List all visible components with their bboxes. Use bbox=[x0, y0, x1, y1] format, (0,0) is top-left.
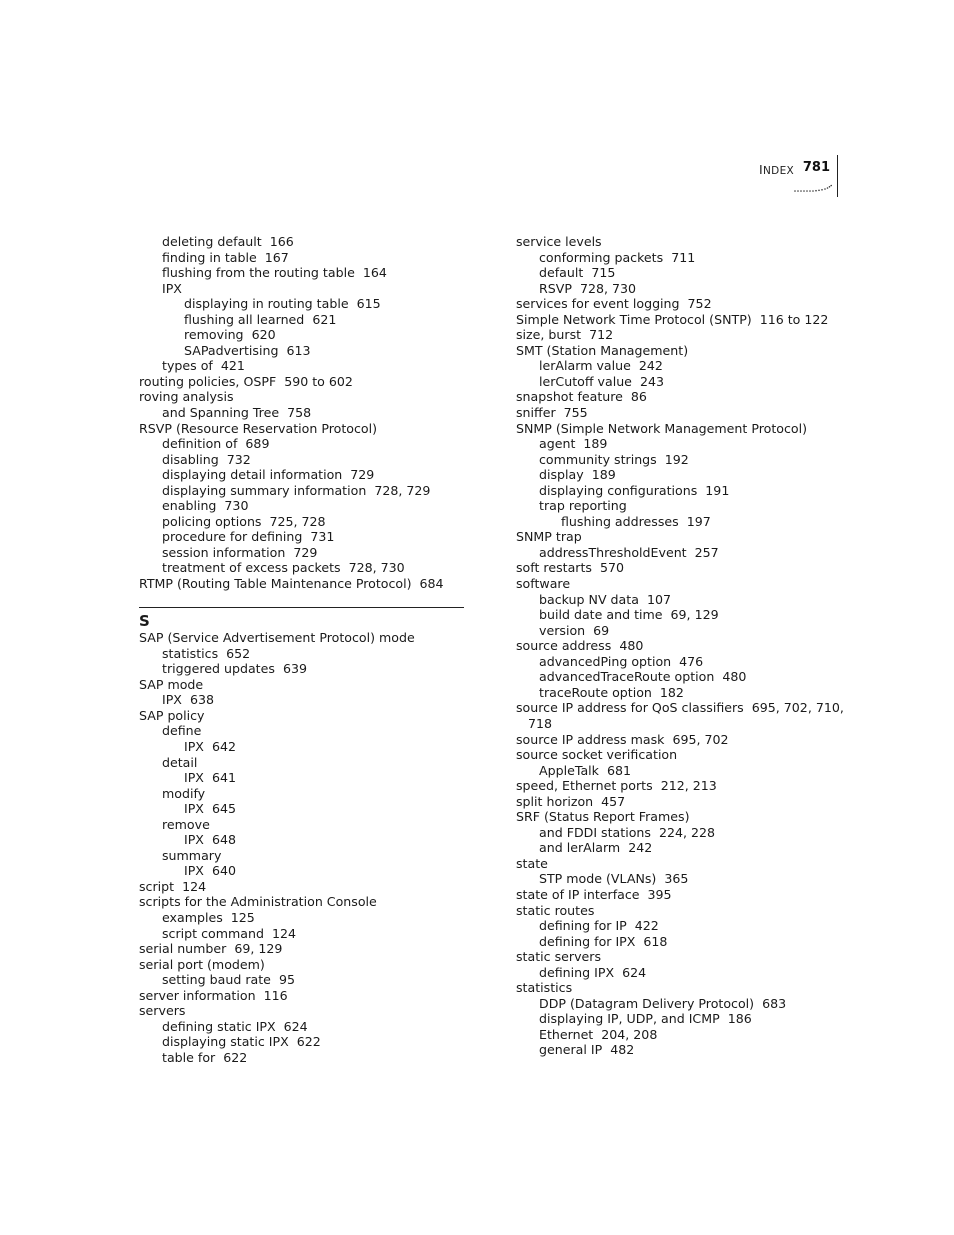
index-entry bbox=[516, 996, 846, 1012]
index-entry bbox=[516, 312, 846, 328]
index-term: static routes bbox=[516, 902, 595, 918]
index-term: treatment of excess packets bbox=[162, 560, 341, 576]
index-entry bbox=[516, 949, 846, 965]
index-page-refs: 648 bbox=[211, 832, 236, 848]
index-entry bbox=[139, 832, 469, 848]
index-entry bbox=[139, 755, 469, 771]
index-term: table for bbox=[162, 1049, 216, 1065]
index-entry bbox=[516, 903, 846, 919]
index-entry bbox=[516, 498, 846, 514]
index-entry bbox=[139, 498, 469, 514]
index-entry bbox=[516, 965, 846, 981]
index-page-refs: 624 bbox=[283, 1018, 308, 1034]
index-page-refs: 683 bbox=[762, 995, 787, 1011]
index-term: policing options bbox=[162, 513, 262, 529]
index-term: general IP bbox=[539, 1042, 603, 1058]
index-term: RSVP (Resource Reservation Protocol) bbox=[139, 420, 378, 436]
index-entry bbox=[139, 926, 469, 942]
index-entry bbox=[139, 661, 469, 677]
index-page-refs: 125 bbox=[230, 909, 255, 925]
section-gap bbox=[139, 592, 469, 608]
index-term: servers bbox=[139, 1003, 186, 1019]
index-term: service levels bbox=[516, 234, 602, 249]
running-head: INDEX bbox=[759, 162, 794, 177]
index-term: roving analysis bbox=[139, 389, 234, 405]
index-term: modify bbox=[162, 785, 206, 801]
index-page-refs: 639 bbox=[282, 661, 307, 677]
index-entry bbox=[516, 281, 846, 297]
index-page-refs: 645 bbox=[211, 801, 236, 817]
index-entry bbox=[139, 529, 469, 545]
page-number: 781 bbox=[802, 160, 830, 175]
index-term: lerCutoff value bbox=[539, 373, 632, 389]
index-entry bbox=[139, 1034, 469, 1050]
index-entry bbox=[139, 646, 469, 662]
index-page-refs: 422 bbox=[634, 918, 659, 934]
index-entry bbox=[139, 576, 469, 592]
index-term: addressThresholdEvent bbox=[539, 544, 687, 560]
index-term: disabling bbox=[162, 451, 219, 467]
index-entry bbox=[516, 1027, 846, 1043]
index-term: examples bbox=[162, 909, 223, 925]
index-page-refs: 695, 702, 710, bbox=[751, 700, 844, 716]
index-page-refs: 86 bbox=[630, 389, 647, 405]
left-entries bbox=[139, 234, 469, 592]
index-entry bbox=[516, 654, 846, 670]
index-term: script command bbox=[162, 925, 264, 941]
index-entry bbox=[516, 358, 846, 374]
index-entry bbox=[516, 700, 846, 716]
index-entry bbox=[516, 560, 846, 576]
index-term: AppleTalk bbox=[539, 762, 599, 778]
index-entry bbox=[516, 483, 846, 499]
index-entry bbox=[516, 809, 846, 825]
index-page-refs: 124 bbox=[182, 878, 207, 894]
index-term: detail bbox=[162, 754, 198, 770]
index-entry bbox=[516, 296, 846, 312]
index-entry bbox=[516, 934, 846, 950]
index-term: and Spanning Tree bbox=[162, 405, 280, 421]
index-entry bbox=[139, 894, 469, 910]
index-entry bbox=[516, 669, 846, 685]
index-entry bbox=[139, 692, 469, 708]
index-entry bbox=[139, 483, 469, 499]
index-entry bbox=[516, 576, 846, 592]
index-term: session information bbox=[162, 544, 286, 560]
index-term: state bbox=[516, 855, 548, 871]
index-entry bbox=[139, 1003, 469, 1019]
index-term: advancedPing option bbox=[539, 653, 672, 669]
index-term: source IP address for QoS classifiers bbox=[516, 700, 744, 716]
index-page-refs: 69 bbox=[593, 622, 610, 638]
index-entry bbox=[139, 817, 469, 833]
index-term: routing policies, OSPF bbox=[139, 373, 277, 389]
index-term: SRF (Status Report Frames) bbox=[516, 809, 690, 825]
index-term: services for event logging bbox=[516, 296, 680, 312]
index-page-refs: 622 bbox=[296, 1034, 321, 1050]
index-term: backup NV data bbox=[539, 591, 639, 607]
index-page-refs: 476 bbox=[679, 653, 704, 669]
index-entry bbox=[516, 980, 846, 996]
index-entry bbox=[516, 825, 846, 841]
index-term: conforming packets bbox=[539, 249, 664, 265]
index-page-refs: 116 to 122 bbox=[759, 311, 829, 327]
index-term: SNMP trap bbox=[516, 529, 582, 545]
index-entry bbox=[516, 887, 846, 903]
index-term: statistics bbox=[162, 645, 219, 661]
index-page-refs: 189 bbox=[583, 436, 608, 452]
index-page-refs: 711 bbox=[671, 249, 696, 265]
index-page-refs: 729 bbox=[350, 467, 375, 483]
index-entry bbox=[516, 250, 846, 266]
index-page-refs: 482 bbox=[610, 1042, 635, 1058]
index-page-refs: 212, 213 bbox=[660, 778, 717, 794]
index-page-refs: 622 bbox=[223, 1049, 248, 1065]
index-entry bbox=[139, 708, 469, 724]
index-page-refs: 457 bbox=[601, 793, 626, 809]
index-page-refs: 69, 129 bbox=[670, 607, 719, 623]
index-term: source IP address mask bbox=[516, 731, 665, 747]
index-page-refs: 590 to 602 bbox=[284, 373, 353, 389]
index-page-refs: 684 bbox=[419, 576, 444, 592]
index-entry bbox=[139, 281, 469, 297]
index-term: SAP mode bbox=[139, 676, 204, 692]
index-page-refs: 242 bbox=[638, 358, 663, 374]
section-s-entries bbox=[139, 630, 469, 1065]
index-term: triggered updates bbox=[162, 661, 275, 677]
index-entry bbox=[139, 630, 469, 646]
index-page-refs: 642 bbox=[211, 738, 236, 754]
index-term: size, burst bbox=[516, 327, 582, 343]
index-entry bbox=[516, 1042, 846, 1058]
index-term: finding in table bbox=[162, 249, 257, 265]
index-entry bbox=[139, 389, 469, 405]
index-entry bbox=[516, 778, 846, 794]
index-term: summary bbox=[162, 847, 222, 863]
index-page-refs: 197 bbox=[686, 513, 711, 529]
index-page-refs: 69, 129 bbox=[234, 941, 283, 957]
index-entry bbox=[139, 560, 469, 576]
index-page-refs: 182 bbox=[659, 684, 684, 700]
index-entry bbox=[139, 514, 469, 530]
index-term: flushing addresses bbox=[561, 513, 679, 529]
index-entry bbox=[516, 623, 846, 639]
index-term: traceRoute option bbox=[539, 684, 652, 700]
index-term: RTMP (Routing Table Maintenance Protocol) bbox=[139, 576, 412, 592]
index-term: software bbox=[516, 576, 571, 592]
index-entry bbox=[139, 957, 469, 973]
index-page-refs: 95 bbox=[278, 972, 295, 988]
index-page-refs: 191 bbox=[705, 482, 730, 498]
index-term: IPX bbox=[184, 738, 204, 754]
index-term: flushing from the routing table bbox=[162, 265, 355, 281]
index-term: soft restarts bbox=[516, 560, 592, 576]
index-entry bbox=[139, 848, 469, 864]
index-page-refs: 395 bbox=[647, 886, 672, 902]
index-term: flushing all learned bbox=[184, 311, 305, 327]
index-term: IPX bbox=[184, 863, 204, 879]
index-page-refs: 730 bbox=[224, 498, 249, 514]
index-page-refs: 755 bbox=[563, 405, 588, 421]
index-entry bbox=[139, 801, 469, 817]
index-entry bbox=[516, 234, 846, 250]
index-entry bbox=[139, 358, 469, 374]
index-page-refs: 640 bbox=[211, 863, 236, 879]
index-page-refs: 712 bbox=[589, 327, 614, 343]
index-entry bbox=[139, 786, 469, 802]
index-entry bbox=[139, 405, 469, 421]
index-term: displaying static IPX bbox=[162, 1034, 289, 1050]
index-page-refs: 728, 730 bbox=[579, 280, 637, 296]
index-term: remove bbox=[162, 816, 210, 832]
index-term: displaying in routing table bbox=[184, 296, 349, 312]
index-page-refs: 621 bbox=[312, 311, 337, 327]
index-term: enabling bbox=[162, 498, 217, 514]
index-term: IPX bbox=[184, 832, 204, 848]
index-term: definition of bbox=[162, 436, 238, 452]
index-column-right bbox=[516, 234, 846, 1058]
index-entry bbox=[139, 723, 469, 739]
index-page-refs: 124 bbox=[271, 925, 297, 941]
index-page-refs: 204, 208 bbox=[601, 1026, 658, 1042]
index-page-refs: 731 bbox=[310, 529, 335, 545]
index-term: procedure for defining bbox=[162, 529, 303, 545]
index-entry bbox=[516, 763, 846, 779]
index-entry bbox=[139, 879, 469, 895]
index-term: speed, Ethernet ports bbox=[516, 778, 653, 794]
index-term: agent bbox=[539, 436, 576, 452]
index-entry bbox=[516, 265, 846, 281]
index-page-refs: 715 bbox=[591, 265, 616, 281]
index-page-refs: 224, 228 bbox=[658, 824, 716, 840]
index-entry bbox=[516, 732, 846, 748]
index-page-refs: 615 bbox=[356, 296, 381, 312]
index-page-refs: 116 bbox=[263, 987, 288, 1003]
index-entry bbox=[516, 716, 846, 732]
index-entry bbox=[516, 327, 846, 343]
index-term: SAPadvertising bbox=[184, 342, 279, 358]
index-term: lerAlarm value bbox=[539, 358, 631, 374]
index-page-refs: 638 bbox=[189, 692, 214, 708]
index-entry bbox=[516, 467, 846, 483]
index-column-left bbox=[139, 234, 469, 1065]
index-page-refs: 752 bbox=[687, 296, 712, 312]
index-entry bbox=[516, 1011, 846, 1027]
section-letter-s: S bbox=[139, 612, 150, 631]
index-entry bbox=[139, 312, 469, 328]
index-entry bbox=[516, 871, 846, 887]
index-page-refs: 728, 730 bbox=[348, 560, 405, 576]
index-page-refs: 164 bbox=[362, 265, 387, 281]
index-entry bbox=[139, 343, 469, 359]
index-entry bbox=[516, 421, 846, 437]
index-term: defining for IPX bbox=[539, 933, 636, 949]
index-term: STP mode (VLANs) bbox=[539, 871, 657, 887]
index-entry bbox=[139, 374, 469, 390]
index-entry bbox=[139, 250, 469, 266]
index-entry bbox=[139, 421, 469, 437]
index-page-refs: 570 bbox=[599, 560, 625, 576]
index-term: IPX bbox=[162, 280, 182, 296]
index-term: Simple Network Time Protocol (SNTP) bbox=[516, 311, 752, 327]
index-term: display bbox=[539, 467, 584, 483]
index-term: SNMP (Simple Network Management Protocol) bbox=[516, 420, 808, 436]
index-entry bbox=[139, 972, 469, 988]
right-entries bbox=[516, 234, 846, 1058]
index-term: server information bbox=[139, 987, 256, 1003]
index-page-refs: 242 bbox=[628, 840, 653, 856]
index-term: source address bbox=[516, 638, 612, 654]
index-term: IPX bbox=[184, 770, 204, 786]
index-entry bbox=[139, 941, 469, 957]
index-entry bbox=[139, 234, 469, 250]
index-page-refs: 365 bbox=[664, 871, 689, 887]
index-term: types of bbox=[162, 358, 213, 374]
index-term: DDP (Datagram Delivery Protocol) bbox=[539, 995, 755, 1011]
index-term: displaying configurations bbox=[539, 482, 698, 498]
index-term: serial port (modem) bbox=[139, 956, 265, 972]
index-page-refs: 728, 729 bbox=[374, 482, 431, 498]
index-page-refs: 695, 702 bbox=[672, 731, 729, 747]
index-page-refs: 641 bbox=[211, 770, 236, 786]
index-term: script bbox=[139, 878, 175, 894]
index-page-refs: 758 bbox=[287, 405, 312, 421]
index-term: advancedTraceRoute option bbox=[539, 669, 715, 685]
index-term: displaying summary information bbox=[162, 482, 367, 498]
index-term: SMT (Station Management) bbox=[516, 342, 689, 358]
index-term: defining IPX bbox=[539, 964, 615, 980]
index-page-refs: 729 bbox=[293, 544, 318, 560]
index-term: defining static IPX bbox=[162, 1018, 276, 1034]
index-term: version bbox=[539, 622, 586, 638]
index-page-refs: 166 bbox=[269, 234, 294, 249]
index-entry bbox=[516, 545, 846, 561]
index-term: Ethernet bbox=[539, 1026, 594, 1042]
index-entry bbox=[516, 685, 846, 701]
index-term: defining for IP bbox=[539, 918, 627, 934]
index-entry bbox=[516, 514, 846, 530]
index-entry bbox=[516, 436, 846, 452]
index-term: SAP (Service Advertisement Protocol) mode bbox=[139, 630, 415, 646]
index-page-refs: 421 bbox=[220, 358, 245, 374]
index-page-refs: 107 bbox=[646, 591, 671, 607]
index-term: scripts for the Administration Console bbox=[139, 894, 377, 910]
index-page-refs: 189 bbox=[591, 467, 616, 483]
index-entry bbox=[516, 918, 846, 934]
index-term: RSVP bbox=[539, 280, 572, 296]
index-entry bbox=[516, 592, 846, 608]
index-entry bbox=[139, 677, 469, 693]
index-term: serial number bbox=[139, 941, 227, 957]
index-entry bbox=[516, 607, 846, 623]
index-entry bbox=[139, 863, 469, 879]
index-page-refs: 652 bbox=[226, 645, 251, 661]
index-term: IPX bbox=[184, 801, 204, 817]
index-page-refs: 624 bbox=[622, 964, 647, 980]
index-term: and lerAlarm bbox=[539, 840, 621, 856]
index-entry bbox=[516, 343, 846, 359]
index-entry bbox=[139, 327, 469, 343]
index-term: sniffer bbox=[516, 405, 556, 421]
index-entry bbox=[139, 452, 469, 468]
index-page-refs: 613 bbox=[286, 342, 311, 358]
index-entry bbox=[516, 405, 846, 421]
header-vertical-rule bbox=[837, 155, 839, 197]
index-page-refs: 167 bbox=[264, 249, 289, 265]
index-entry bbox=[139, 910, 469, 926]
index-page-refs: 257 bbox=[694, 544, 719, 560]
index-page-refs: 689 bbox=[245, 436, 270, 452]
index-term: snapshot feature bbox=[516, 389, 623, 405]
index-page-refs: 186 bbox=[727, 1011, 752, 1027]
index-term: community strings bbox=[539, 451, 657, 467]
index-page-refs: 732 bbox=[226, 451, 251, 467]
index-entry bbox=[516, 452, 846, 468]
index-page-refs: 480 bbox=[619, 638, 644, 654]
index-term: and FDDI stations bbox=[539, 824, 651, 840]
index-entry bbox=[139, 467, 469, 483]
index-term: SAP policy bbox=[139, 707, 205, 723]
index-term: default bbox=[539, 265, 584, 281]
index-term: static servers bbox=[516, 949, 602, 965]
index-page-refs: 681 bbox=[606, 762, 632, 778]
index-entry bbox=[516, 529, 846, 545]
index-entry bbox=[139, 1050, 469, 1066]
section-divider bbox=[139, 607, 464, 608]
page-header bbox=[740, 155, 840, 199]
index-term: displaying IP, UDP, and ICMP bbox=[539, 1011, 720, 1027]
index-entry bbox=[139, 1019, 469, 1035]
index-term: state of IP interface bbox=[516, 886, 640, 902]
index-entry bbox=[516, 856, 846, 872]
index-term: deleting default bbox=[162, 234, 262, 249]
index-page-refs: 243 bbox=[639, 373, 664, 389]
header-dot-ornament bbox=[794, 184, 834, 194]
index-entry bbox=[516, 840, 846, 856]
index-term: 718 bbox=[528, 715, 553, 731]
index-term: statistics bbox=[516, 980, 573, 996]
index-page-refs: 618 bbox=[643, 933, 668, 949]
index-page-refs: 192 bbox=[664, 451, 689, 467]
index-term: IPX bbox=[162, 692, 182, 708]
index-entry bbox=[516, 389, 846, 405]
index-entry bbox=[516, 747, 846, 763]
index-term: displaying detail information bbox=[162, 467, 343, 483]
index-entry bbox=[139, 436, 469, 452]
index-page-refs: 620 bbox=[251, 327, 276, 343]
index-term: setting baud rate bbox=[162, 972, 271, 988]
index-entry bbox=[139, 545, 469, 561]
index-entry bbox=[139, 296, 469, 312]
index-page-refs: 480 bbox=[722, 669, 747, 685]
index-entry bbox=[139, 988, 469, 1004]
index-entry bbox=[516, 794, 846, 810]
index-term: define bbox=[162, 723, 202, 739]
index-term: removing bbox=[184, 327, 244, 343]
index-term: split horizon bbox=[516, 793, 594, 809]
index-entry bbox=[139, 770, 469, 786]
index-page-refs: 725, 728 bbox=[269, 513, 326, 529]
index-entry bbox=[516, 638, 846, 654]
index-term: source socket verification bbox=[516, 747, 678, 763]
index-entry bbox=[139, 265, 469, 281]
index-entry bbox=[139, 739, 469, 755]
index-term: build date and time bbox=[539, 607, 663, 623]
index-entry bbox=[516, 374, 846, 390]
index-term: trap reporting bbox=[539, 498, 627, 514]
